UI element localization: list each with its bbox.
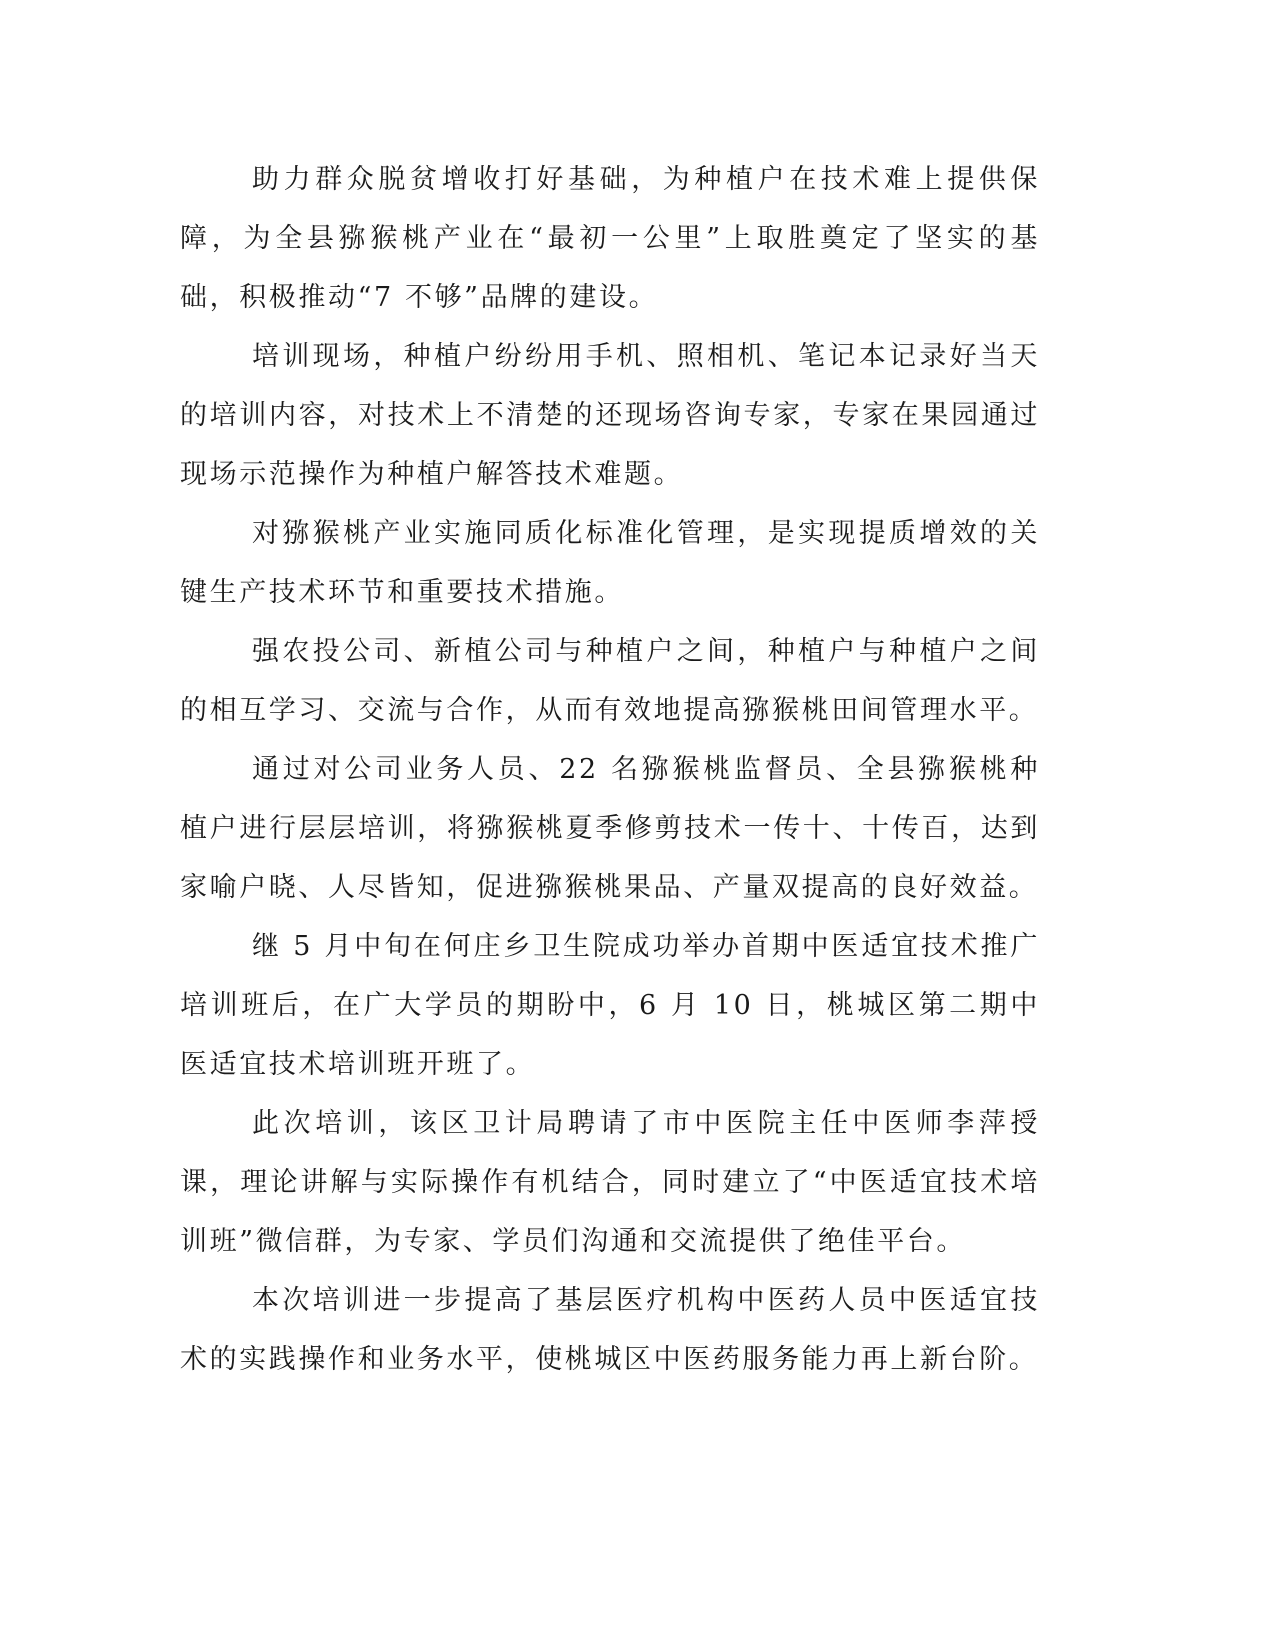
paragraph-mutual-learning: 强农投公司、新植公司与种植户之间，种植户与种植户之间的相互学习、交流与合作，从而有效地提高猕猴桃田间管理水平。 [180, 636, 1040, 726]
paragraph-standardized-management: 对猕猴桃产业实施同质化标准化管理，是实现提质增效的关键生产技术环节和重要技术措施。 [180, 518, 1040, 608]
paragraph-second-session: 继 5 月中旬在何庄乡卫生院成功举办首期中医适宜技术推广培训班后，在广大学员的期盼中，6 月 10 日，桃城区第二期中医适宜技术培训班开班了。 [180, 931, 1040, 1080]
paragraph-lecture-details: 此次培训，该区卫计局聘请了市中医院主任中医师李萍授课，理论讲解与实际操作有机结合，同时建立了“中医适宜技术培训班”微信群，为专家、学员们沟通和交流提供了绝佳平台。 [180, 1108, 1040, 1257]
document-body [180, 150, 1040, 1389]
paragraph-layered-training: 通过对公司业务人员、22 名猕猴桃监督员、全县猕猴桃种植户进行层层培训，将猕猴桃夏季修剪技术一传十、十传百，达到家喻户晓、人尽皆知，促进猕猴桃果品、产量双提高的良好效益。 [180, 754, 1040, 903]
paragraph-training-site: 培训现场，种植户纷纷用手机、照相机、笔记本记录好当天的培训内容，对技术上不清楚的还现场咨询专家，专家在果园通过现场示范操作为种植户解答技术难题。 [180, 341, 1040, 490]
paragraph-conclusion: 本次培训进一步提高了基层医疗机构中医药人员中医适宜技术的实践操作和业务水平，使桃城区中医药服务能力再上新台阶。 [180, 1285, 1040, 1375]
paragraph-poverty-alleviation: 助力群众脱贫增收打好基础，为种植户在技术难上提供保障，为全县猕猴桃产业在“最初一公里”上取胜奠定了坚实的基础，积极推动“7 不够”品牌的建设。 [180, 164, 1040, 313]
